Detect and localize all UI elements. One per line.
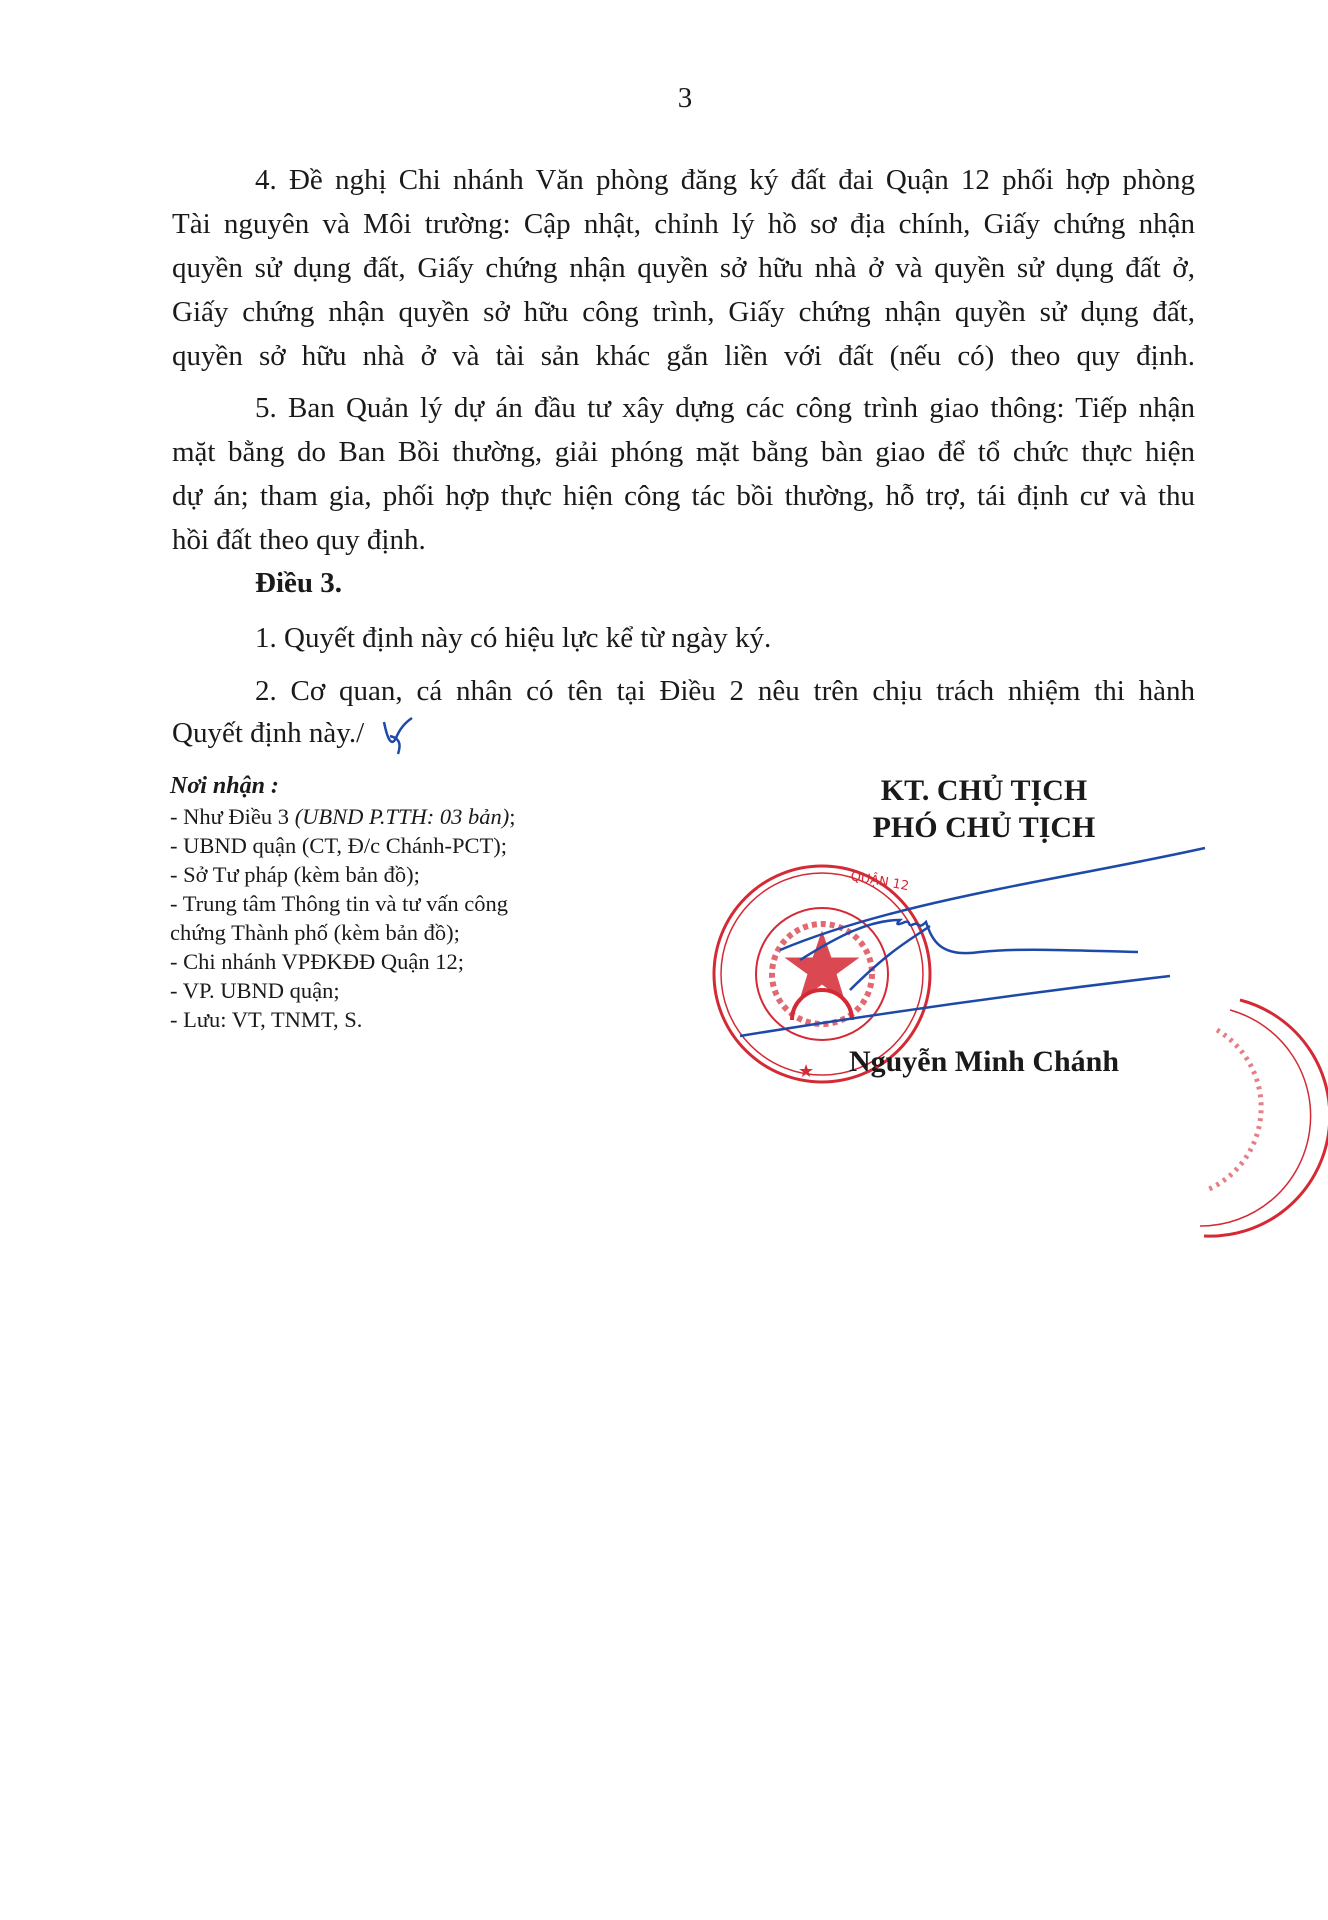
recipient-item: - Trung tâm Thông tin và tư vấn công	[170, 891, 509, 916]
recipient-item	[170, 802, 516, 831]
text-line: hồi đất theo quy định.	[172, 524, 426, 556]
text-line: 5. Ban Quản lý dự án đầu tư xây dựng các công trình giao thông: Tiếp nhận	[255, 392, 1195, 424]
recipient-item: - VP. UBND quận;	[170, 978, 340, 1003]
signature-title-1: KT. CHỦ TỊCH	[880, 774, 1088, 807]
article-3-item-2: 2. Cơ quan, cá nhân có tên tại Điều 2 nêu trên chịu trách nhiệm thi hành	[255, 675, 1195, 707]
recipient-text: - Như Điều 3	[170, 804, 295, 829]
recipient-punct: ;	[509, 804, 516, 829]
recipient-item: chứng Thành phố (kèm bản đồ);	[170, 920, 460, 945]
official-stamp	[700, 840, 1328, 1240]
recipient-item: - Chi nhánh VPĐKĐĐ Quận 12;	[170, 949, 464, 974]
signer-name: Nguyễn Minh Chánh	[848, 1045, 1120, 1078]
svg-text:★: ★	[798, 1061, 815, 1082]
text-line: Giấy chứng nhận quyền sở hữu công trình, Giấy chứng nhận quyền sử dụng đất,	[172, 296, 1195, 328]
article-3-heading: Điều 3.	[255, 567, 342, 599]
recipient-item: - Lưu: VT, TNMT, S.	[170, 1007, 363, 1032]
page-number: 3	[677, 82, 693, 114]
recipient-item: - Sở Tư pháp (kèm bản đồ);	[170, 862, 420, 887]
article-3-item-2-cont: Quyết định này./	[172, 717, 365, 749]
text-line: dự án; tham gia, phối hợp thực hiện công tác bồi thường, hỗ trợ, tái định cư và thu	[172, 480, 1195, 512]
text-line: quyền sử dụng đất, Giấy chứng nhận quyền sở hữu nhà ở và quyền sử dụng đất ở,	[172, 252, 1195, 284]
text-line: quyền sở hữu nhà ở và tài sản khác gắn liền với đất (nếu có) theo quy định.	[172, 340, 1195, 372]
text-line: Tài nguyên và Môi trường: Cập nhật, chỉnh lý hồ sơ địa chính, Giấy chứng nhận	[172, 208, 1195, 240]
text-line: mặt bằng do Ban Bồi thường, giải phóng mặt bằng bàn giao để tổ chức thực hiện	[172, 436, 1195, 468]
recipient-note: (UBND P.TTH: 03 bản)	[294, 804, 510, 829]
initial-mark	[380, 712, 416, 758]
recipient-item: - UBND quận (CT, Đ/c Chánh-PCT);	[170, 833, 508, 858]
article-3-item-1: 1. Quyết định này có hiệu lực kể từ ngày ký.	[255, 622, 772, 654]
text-line: 4. Đề nghị Chi nhánh Văn phòng đăng ký đất đai Quận 12 phối hợp phòng	[255, 164, 1195, 196]
signature-title-2: PHÓ CHỦ TỊCH	[872, 811, 1096, 844]
svg-text:QUẬN 12: QUẬN 12	[849, 869, 911, 895]
recipients-heading: Nơi nhận :	[170, 773, 279, 799]
